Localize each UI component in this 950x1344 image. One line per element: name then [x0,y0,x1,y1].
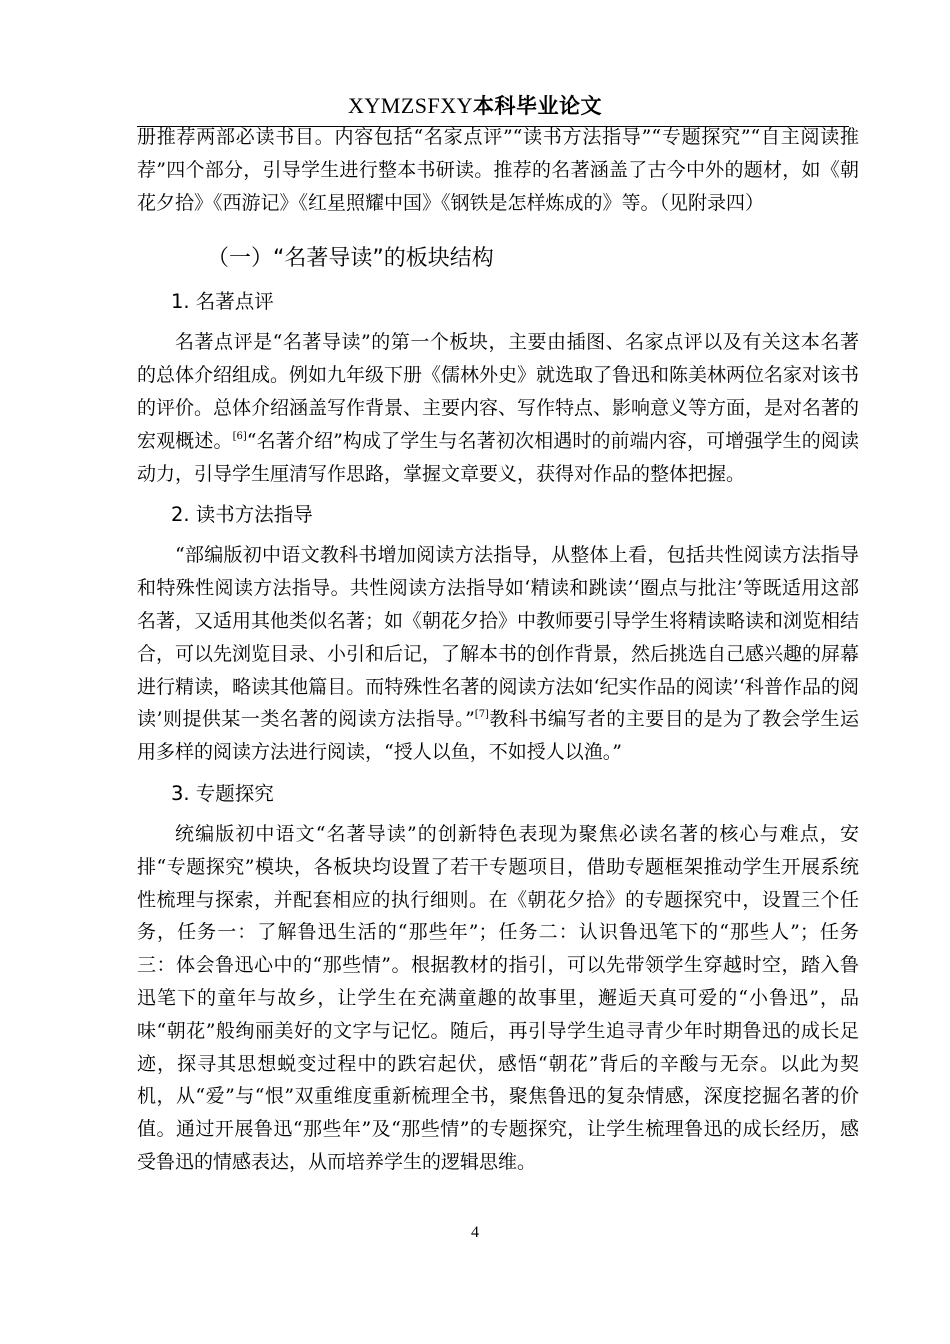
paragraph-text: “名著介绍”构成了学生与名著初次相遇时的前端内容，可增强学生的阅读动力，引导学生厘清写作思路，掌握文章要义，获得对作品的整体把握。 [137,429,859,485]
paragraph-text: “部编版初中语文教科书增加阅读方法指导，从整体上看，包括共性阅读方法指导和特殊性阅读方法指导。共性阅读方法指导如‘精读和跳读’‘圈点与批注’等既适用这部名著，又适用其他类似名著；如《朝花夕拾》中教师要引导学生将精读略读和浏览相结合，可以先浏览目录、小引和后记，了解本书的创作背景，然后挑选自己感兴趣的屏幕进行精读，略读其他篇目。而特殊性名著的阅读方法如‘纪实作品的阅读’‘科普作品的阅读’则提供某一类名著的阅读方法指导。” [137,544,860,731]
intro-paragraph: 册推荐两部必读书目。内容包括“名家点评”“读书方法指导”“专题探究”“自主阅读推荐”四个部分，引导学生进行整本书研读。推荐的名著涵盖了古今中外的题材，如《朝花夕拾》《西游记》《红星照耀中国》《钢铁是怎样炼成的》等。（见附录四） [137,126,859,214]
section-heading: （一）“名著导读”的板块结构 [207,246,494,272]
header-institution-code: XYMZSFXY [347,93,474,118]
page-number: 4 [471,1224,479,1241]
subsection-paragraph-3: 统编版初中语文“名著导读”的创新特色表现为聚焦必读名著的核心与难点，安排“专题探究”模块，各板块均设置了若干专题项目，借助专题框架推动学生开展系统性梳理与探索，并配套相应的执行细则。在《朝花夕拾》的专题探究中，设置三个任务，任务一：了解鲁迅生活的“那些年”；任务二：认识鲁迅笔下的“那些人”；任务三：体会鲁迅心中的“那些情”。根据教材的指引，可以先带领学生穿越时空，踏入鲁迅笔下的童年与故乡，让学生在充满童趣的故事里，邂逅天真可爱的“小鲁迅”，品味“朝花”般绚丽美好的文字与记忆。随后，再引导学生追寻青少年时期鲁迅的成长足迹，探寻其思想蜕变过程中的跌宕起伏，感悟“朝花”背后的辛酸与无奈。以此为契机，从“爱”与“恨”双重维度重新梳理全书，聚焦鲁迅的复杂情感，深度挖掘名著的价值。通过开展鲁迅“那些年”及“那些情”的专题探究，让学生梳理鲁迅的成长经历，感受鲁迅的情感表达，从而培养学生的逻辑思维。 [137,822,859,1173]
subsection-heading-1: 1. 名著点评 [171,290,274,314]
paragraph-text: 名著点评是“名著导读”的第一个板块，主要由插图、名家点评以及有关这本名著的总体介绍组成。例如九年级下册《儒林外史》就选取了鲁迅和陈美林两位名家对该书的评价。总体介绍涵盖写作背景、主要内容、写作特点、影响意义等方面，是对名著的宏观概述。 [137,331,860,452]
running-header [0,92,950,120]
citation-reference: [6] [232,430,247,442]
subsection-heading-3: 3. 专题探究 [171,781,274,805]
subsection-paragraph-1 [137,326,859,490]
paragraph-text: 教科书编写者的主要目的是为了教会学生运用多样的阅读方法进行阅读，“授人以鱼，不如授人以渔。” [137,708,859,764]
header-thesis-title: 本科毕业论文 [473,94,603,118]
citation-reference: [7] [474,709,489,721]
subsection-paragraph-2 [137,539,859,769]
body-content [137,121,859,1179]
subsection-heading-2: 2. 读书方法指导 [171,503,313,527]
